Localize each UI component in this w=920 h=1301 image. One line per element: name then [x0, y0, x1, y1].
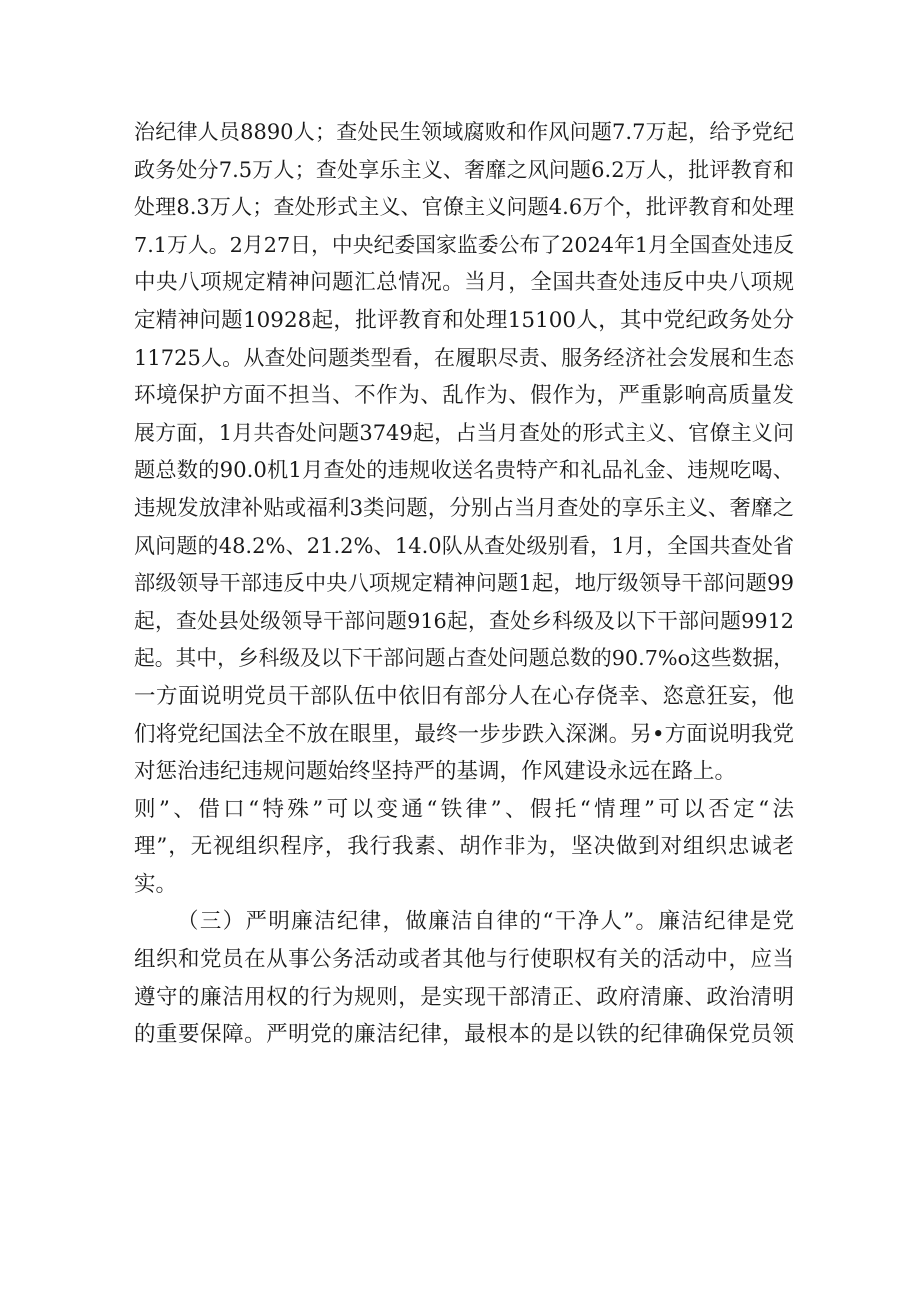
- text-line: 部级领导干部违反中央八项规定精神问题1起，地厅级领导干部问题99: [134, 571, 794, 597]
- text-line: 遵守的廉洁用权的行为规则，是实现干部清正、政府清廉、政治清明: [134, 984, 794, 1010]
- text-line: 中央八项规定精神问题汇总情况。当月，全国共查处违反中央八项规: [134, 270, 794, 296]
- text-line: 对惩治违纪违规问题始终坚持严的基调，作风建设永远在路上。: [134, 759, 737, 785]
- text-line: 违规发放津补贴或福利3类问题，分别占当月查处的享乐主义、奢靡之: [134, 495, 794, 521]
- text-line: 展方面，1月共杳处问题3749起，占当月查处的形式主义、官僚主义问: [134, 420, 794, 445]
- text-line: 起，查处县处级领导干部问题916起，查处乡科级及以下干部问题9912: [134, 608, 794, 633]
- body-text: [134, 114, 794, 1054]
- text-line: 风问题的48.2%、21.2%、14.0队从查处级别看，1月，全国共查处省: [134, 533, 794, 558]
- text-line: 则”、借口“特殊”可以变通“铁律”、假托“情理”可以否定“法: [134, 796, 794, 822]
- text-line: 的重要保障。严明党的廉洁纪律，最根本的是以铁的纪律确保党员领: [134, 1022, 794, 1048]
- text-line: 11725人。从查处问题类型看，在履职尽责、服务经济社会发展和生态: [134, 345, 794, 370]
- text-line: 处理8.3万人；查处形式主义、官僚主义问题4.6万个，批评教育和处理: [134, 195, 794, 220]
- text-line: 们将党纪国法全不放在眼里，最终一步步跌入深渊。另•方面说明我党: [134, 721, 794, 747]
- text-line: 一方面说明党员干部队伍中依旧有部分人在心存侥幸、恣意狂妄，他: [134, 683, 794, 709]
- text-line: 环境保护方面不担当、不作为、乱作为、假作为，严重影响高质量发: [134, 383, 794, 409]
- text-line: 7.1万人。2月27日，中央纪委国家监委公布了2024年1月全国查处违反: [134, 232, 794, 257]
- text-line: 题总数的90.0机1月查处的违规收送名贵特产和礼品礼金、违规吃喝、: [134, 458, 794, 484]
- text-line: 组织和党员在从事公务活动或者其他与行使职权有关的活动中，应当: [134, 947, 794, 973]
- section-heading-line: （三）严明廉洁纪律，做廉洁自律的“干净人”。廉洁纪律是党: [177, 909, 794, 935]
- text-line: 治纪律人员8890人；查处民生领域腐败和作风问题7.7万起，给予党纪: [134, 120, 794, 144]
- text-line: 定精神问题10928起，批评教育和处理15100人，其中党纪政务处分: [134, 307, 794, 333]
- text-line: 起。其中，乡科级及以下干部问题占查处问题总数的90.7%o这些数据，: [134, 646, 794, 671]
- text-line: 理”，无视组织程序，我行我素、胡作非为，坚决做到对组织忠诚老: [134, 834, 794, 860]
- text-line: 实。: [134, 871, 178, 897]
- text-line: 政务处分7.5万人；查处享乐主义、奢靡之风问题6.2万人，批评教育和: [134, 157, 794, 182]
